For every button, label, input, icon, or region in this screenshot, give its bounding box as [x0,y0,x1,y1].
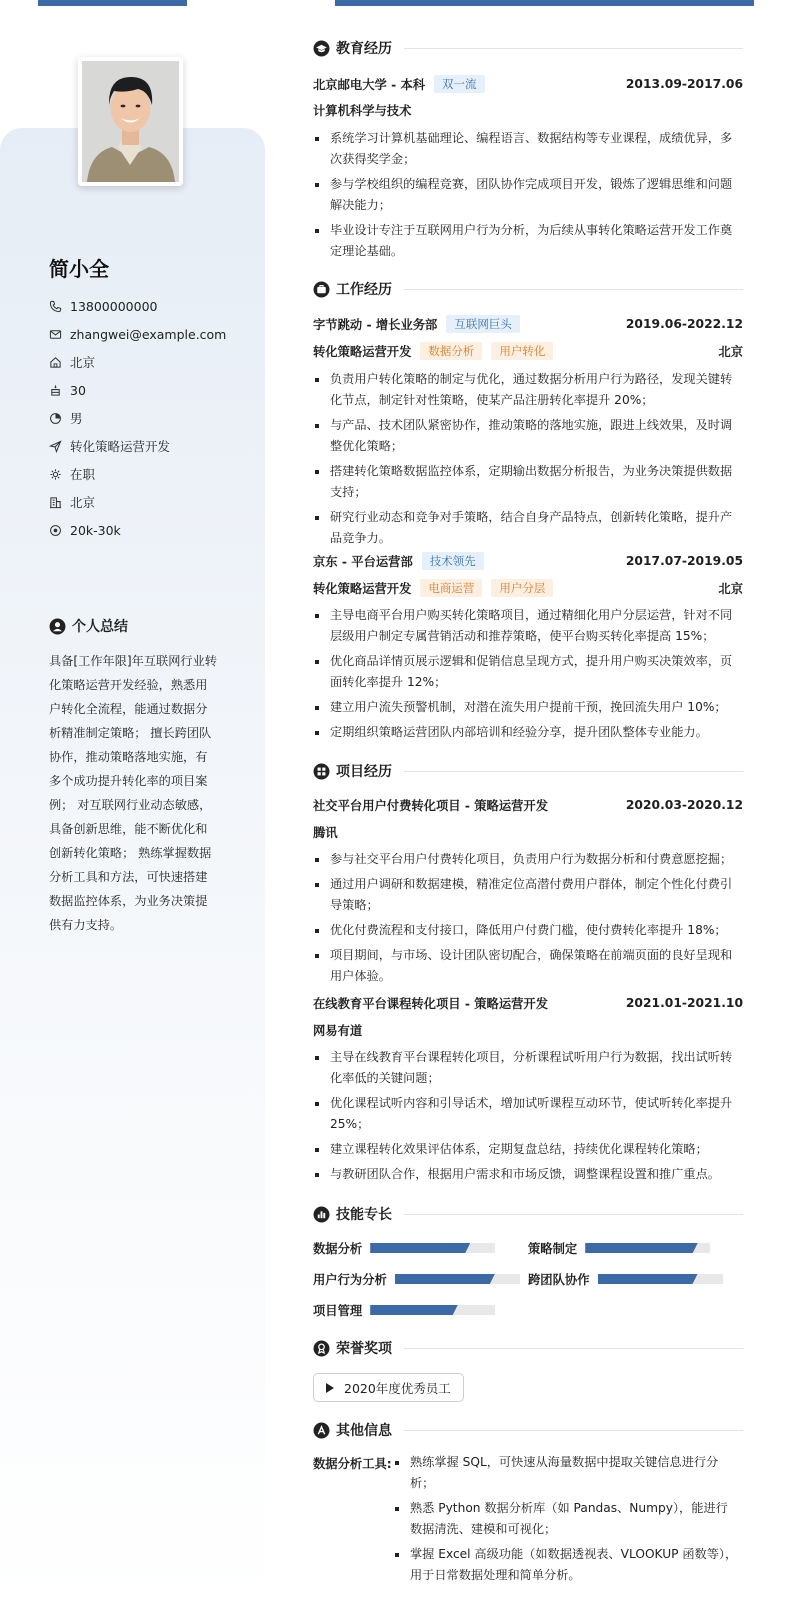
section-divider [404,289,743,290]
section-awards-heading [313,1338,743,1358]
award-icon [313,1340,330,1357]
skill-bar [370,1305,495,1315]
skill-tag: 用户转化 [491,342,553,360]
section-title: 项目经历 [336,764,392,780]
building-icon [49,496,62,509]
project-org: 腾讯 [313,826,338,840]
age-icon [49,384,62,397]
job-header [313,313,743,335]
skill-item [313,1238,495,1258]
skill-item [528,1238,710,1258]
contact-position [49,432,226,460]
list-item: 搭建转化策略数据监控体系，定期输出数据分析报告，为业务决策提供数据支持； [313,461,741,503]
list-item: 熟练掌握 SQL，可快速从海量数据中提取关键信息进行分析； [393,1452,738,1494]
section-divider [404,48,743,49]
list-item: 参与学校组织的编程竞赛，团队协作完成项目开发，锻炼了逻辑思维和问题解决能力； [313,174,741,216]
skill-label: 策略制定 [528,1242,578,1256]
contact-text: zhangwei@example.com [70,326,227,342]
section-title: 荣誉奖项 [336,1341,392,1357]
list-item: 系统学习计算机基础理论、编程语言、数据结构等专业课程，成绩优异，多次获得奖学金； [313,128,741,170]
contact-age [49,376,226,404]
education-date: 2013.09-2017.06 [625,77,743,91]
list-item: 与产品、技术团队紧密协作，推动策略的落地实施，跟进上线效果，及时调整优化策略； [313,415,741,457]
skill-bar-fill [395,1274,495,1284]
job-bullets [313,605,741,747]
candidate-name: 简小全 [49,257,109,281]
skill-bar-fill [598,1274,698,1284]
send-icon [49,440,62,453]
skill-label: 项目管理 [313,1304,363,1318]
project-header [313,794,743,816]
info-icon [313,1422,330,1439]
list-item: 熟悉 Python 数据分析库（如 Pandas、Numpy），能进行数据清洗、建模和可视化； [393,1498,738,1540]
major-name: 计算机科学与技术 [313,104,412,118]
skill-tag: 电商运营 [420,579,482,597]
company-tag: 互联网巨头 [446,315,520,333]
section-skills-heading [313,1204,743,1224]
avatar-portrait-image [82,61,179,182]
list-item: 通过用户调研和数据建模，精准定位高潜付费用户群体，制定个性化付费引导策略； [313,874,741,916]
contact-text: 在职 [70,467,96,482]
list-item: 掌握 Excel 高级功能（如数据透视表、VLOOKUP 函数等），用于日常数据处理和简单分析。 [393,1544,738,1586]
job-date: 2017.07-2019.05 [625,554,743,568]
grid-icon [313,763,330,780]
award-label: 2020年度优秀员工 [344,1380,451,1396]
section-education-heading [313,38,743,58]
job-city: 北京 [718,345,743,359]
section-projects-heading [313,761,743,781]
section-other-heading [313,1420,743,1440]
summary-title: 个人总结 [72,619,128,635]
job-role: 转化策略运营开发 [313,345,412,359]
project-org-row [313,821,743,843]
avatar [78,57,183,186]
job-role: 转化策略运营开发 [313,582,412,596]
project-org: 网易有道 [313,1024,363,1038]
education-major-row [313,99,743,121]
contact-text: 转化策略运营开发 [70,439,171,454]
skill-item [313,1269,520,1289]
contact-text: 男 [70,411,83,426]
section-title: 技能专长 [336,1207,392,1223]
briefcase-icon [313,281,330,298]
contact-text: 北京 [70,495,96,510]
top-accent-bar-right [335,0,754,6]
skill-label: 数据分析 [313,1242,363,1256]
list-item: 优化付费流程和支付接口，降低用户付费门槛，使付费转化率提升 18%； [313,920,741,941]
contact-location [49,348,226,376]
job-bullets [313,369,741,553]
skill-tag: 用户分层 [491,579,553,597]
skill-bar-fill [370,1305,458,1315]
phone-icon [49,300,62,313]
user-circle-icon [49,618,66,635]
project-bullets [313,849,741,991]
job-header [313,550,743,572]
list-item: 参与社交平台用户付费转化项目，负责用户行为数据分析和付费意愿挖掘； [313,849,741,870]
list-item: 与教研团队合作，根据用户需求和市场反馈，调整课程设置和推广重点。 [313,1164,741,1185]
graduation-cap-icon [313,40,330,57]
company-tag: 技术领先 [422,552,484,570]
job-city: 北京 [718,582,743,596]
section-divider [404,1430,743,1431]
salary-icon [49,524,62,537]
job-date: 2019.06-2022.12 [625,317,743,331]
skill-label: 用户行为分析 [313,1273,387,1287]
project-header [313,992,743,1014]
section-divider [404,771,743,772]
skill-bar [370,1243,495,1253]
contact-status [49,460,226,488]
other-bullets [393,1452,738,1590]
list-item: 研究行业动态和竞争对手策略，结合自身产品特点，创新转化策略，提升产品竞争力。 [313,507,741,549]
project-name: 社交平台用户付费转化项目 - 策略运营开发 [313,799,549,813]
section-title: 其他信息 [336,1423,392,1439]
list-item: 毕业设计专注于互联网用户行为分析，为后续从事转化策略运营开发工作奠定理论基础。 [313,220,741,262]
contact-phone [49,292,226,320]
section-title: 教育经历 [336,41,392,57]
job-role-row [313,577,743,599]
skill-bar [395,1274,520,1284]
status-icon [49,468,62,481]
list-item: 项目期间，与市场、设计团队密切配合，确保策略在前端页面的良好呈现和用户体验。 [313,945,741,987]
company-name: 京东 - 平台运营部 [313,555,413,569]
award-item [313,1373,464,1402]
list-item: 主导在线教育平台课程转化项目，分析课程试听用户行为数据，找出试听转化率低的关键问题； [313,1047,741,1089]
skill-item [313,1300,495,1320]
contact-salary [49,516,226,544]
skill-tag: 数据分析 [420,342,482,360]
list-item: 负责用户转化策略的制定与优化，通过数据分析用户行为路径，发现关键转化节点，制定针对性策略，使某产品注册转化率提升 20%； [313,369,741,411]
skill-bar-fill [585,1243,698,1253]
project-date: 2020.03-2020.12 [625,798,743,812]
project-org-row [313,1019,743,1041]
section-work-heading [313,279,743,299]
job-role-row [313,340,743,362]
contact-text: 13800000000 [70,298,158,314]
contact-text: 北京 [70,355,96,370]
school-name: 北京邮电大学 - 本科 [313,78,426,92]
education-header [313,73,743,95]
list-item: 优化商品详情页展示逻辑和促销信息呈现方式，提升用户购买决策效率，页面转化率提升 12%； [313,651,741,693]
home-icon [49,356,62,369]
project-bullets [313,1047,741,1189]
school-tag: 双一流 [434,75,485,93]
skill-label: 跨团队协作 [528,1273,590,1287]
project-name: 在线教育平台课程转化项目 - 策略运营开发 [313,997,549,1011]
contact-list [49,292,226,544]
section-divider [404,1348,743,1349]
summary-text: 具备[工作年限]年互联网行业转化策略运营开发经验，熟悉用户转化全流程，能通过数据分析精准制定策略； 擅长跨团队协作，推动策略落地实施，有多个成功提升转化率的项目案例； 对互联网行业动态敏感，具备创新思维，能不断优化和创新转化策略； 熟练掌握数据分析工具和方法，可快速搭建数据监控体系，为业务决策提供有力支持。 [49,654,217,932]
contact-email [49,320,226,348]
other-label: 数据分析工具: [313,1457,392,1471]
summary-heading [49,616,128,636]
list-item: 建立用户流失预警机制，对潜在流失用户提前干预，挽回流失用户 10%； [313,697,741,718]
skill-bar [598,1274,723,1284]
contact-text: 30 [70,382,86,398]
play-icon [326,1383,334,1393]
list-item: 优化课程试听内容和引导话术，增加试听课程互动环节，使试听转化率提升 25%； [313,1093,741,1135]
contact-gender [49,404,226,432]
bar-chart-icon [313,1206,330,1223]
company-name: 字节跳动 - 增长业务部 [313,318,438,332]
mail-icon [49,328,62,341]
section-divider [404,1214,743,1215]
list-item: 主导电商平台用户购买转化策略项目，通过精细化用户分层运营，针对不同层级用户制定专属营销活动和推荐策略，使平台购买转化率提高 15%； [313,605,741,647]
gender-icon [49,412,62,425]
section-title: 工作经历 [336,282,392,298]
education-bullets [313,128,741,266]
skill-bar [585,1243,710,1253]
top-accent-bar-left [38,0,187,6]
project-date: 2021.01-2021.10 [625,996,743,1010]
skill-item [528,1269,723,1289]
skill-bar-fill [370,1243,470,1253]
contact-city [49,488,226,516]
list-item: 建立课程转化效果评估体系，定期复盘总结，持续优化课程转化策略； [313,1139,741,1160]
list-item: 定期组织策略运营团队内部培训和经验分享，提升团队整体专业能力。 [313,722,741,743]
contact-text: 20k-30k [70,522,121,538]
